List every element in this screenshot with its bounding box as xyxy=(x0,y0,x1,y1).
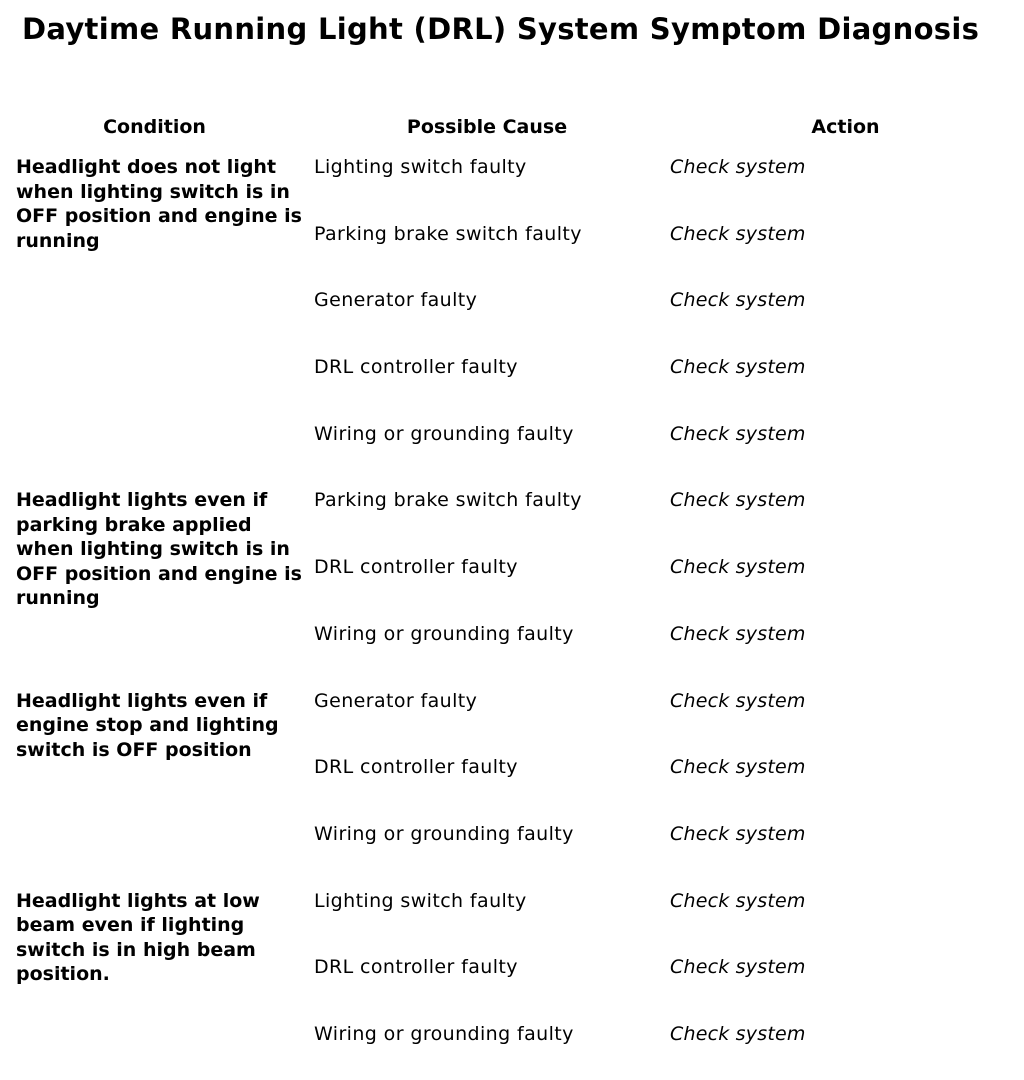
cause-cell: Lighting switch faulty xyxy=(314,156,527,178)
condition-cell: Headlight lights even if engine stop and lighting switch is OFF position xyxy=(16,689,279,761)
cause-cell: DRL controller faulty xyxy=(314,756,518,779)
table-row xyxy=(8,680,1008,747)
cause-cell: Parking brake switch faulty xyxy=(314,222,582,245)
table-row xyxy=(8,880,1008,947)
column-header-action: Action xyxy=(811,116,880,138)
action-cell: Check system xyxy=(670,489,806,512)
cause-cell: Wiring or grounding faulty xyxy=(314,422,574,445)
condition-cell: Headlight lights even if parking brake applied when lighting switch is in OFF position and engine is running xyxy=(16,489,302,610)
action-cell: Check system xyxy=(670,222,806,245)
action-cell: Check system xyxy=(670,156,806,178)
action-cell: Check system xyxy=(670,556,806,579)
table-row xyxy=(8,479,1008,546)
cause-cell: DRL controller faulty xyxy=(314,556,518,579)
table-header-row xyxy=(8,108,1008,146)
cause-cell: Wiring or grounding faulty xyxy=(314,822,574,845)
action-cell: Check system xyxy=(670,1022,806,1045)
diagnosis-table xyxy=(8,108,1008,1080)
column-header-possible-cause: Possible Cause xyxy=(406,116,568,138)
cause-cell: Generator faulty xyxy=(314,689,478,712)
column-header-condition: Condition xyxy=(103,116,206,138)
action-cell: Check system xyxy=(670,956,806,979)
cause-cell: Wiring or grounding faulty xyxy=(314,1022,574,1045)
table-body xyxy=(8,146,1008,1080)
condition-cell: Headlight lights at low beam even if lighting switch is in high beam position. xyxy=(16,889,260,986)
action-cell: Check system xyxy=(670,756,806,779)
page-title: Daytime Running Light (DRL) System Symptom Diagnosis xyxy=(22,12,980,46)
cause-cell: Generator faulty xyxy=(314,289,478,312)
action-cell: Check system xyxy=(670,422,806,445)
table-row xyxy=(8,146,1008,213)
action-cell: Check system xyxy=(670,822,806,845)
action-cell: Check system xyxy=(670,889,806,912)
action-cell: Check system xyxy=(670,356,806,379)
action-cell: Check system xyxy=(670,289,806,312)
cause-cell: DRL controller faulty xyxy=(314,956,518,979)
action-cell: Check system xyxy=(670,622,806,645)
cause-cell: Wiring or grounding faulty xyxy=(314,622,574,645)
condition-cell: Headlight does not light when lighting switch is in OFF position and engine is running xyxy=(16,156,302,252)
cause-cell: Lighting switch faulty xyxy=(314,889,527,912)
cause-cell: DRL controller faulty xyxy=(314,356,518,379)
cause-cell: Parking brake switch faulty xyxy=(314,489,582,512)
action-cell: Check system xyxy=(670,689,806,712)
